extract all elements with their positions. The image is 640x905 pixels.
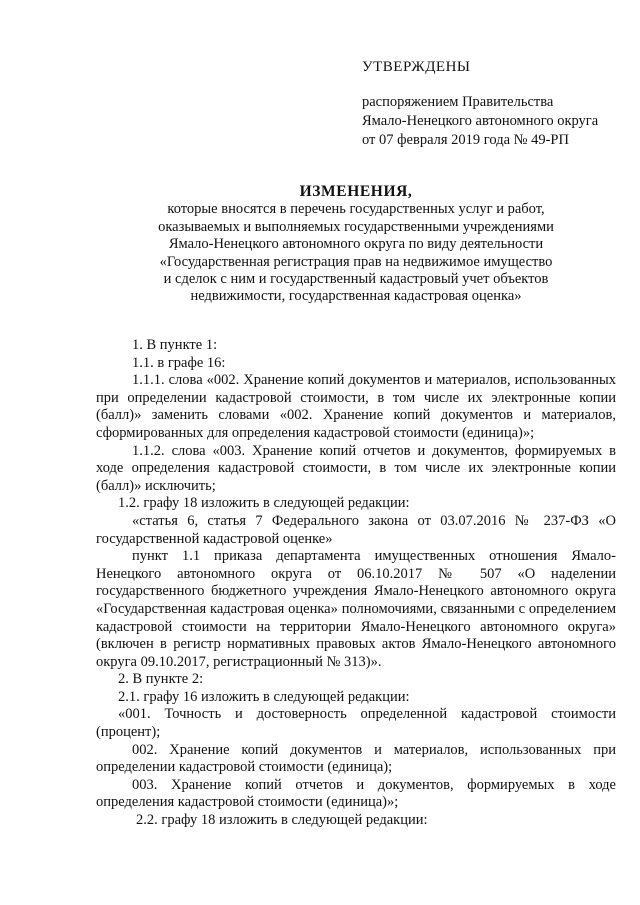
title-subline: Ямало-Ненецкого автономного округа по виду деятельности xyxy=(168,236,544,253)
approval-heading: УТВЕРЖДЕНЫ xyxy=(362,59,471,75)
paragraph-item-001: «001. Точность и достоверность определенной кадастровой стоимости (процент); xyxy=(96,706,616,741)
paragraph-item-002: 002. Хранение копий документов и материалов, использованных при определении кадастровой стоимости (единица); xyxy=(96,741,616,776)
paragraph-1-1-2: 1.1.2. слова «003. Хранение копий отчетов и документов, формируемых в ходе определения кадастровой стоимости, в том числе их электронные копии (балл)» исключить; xyxy=(96,442,616,494)
document-body xyxy=(96,337,616,830)
paragraph-1-2: 1.2. графу 18 изложить в следующей редакции: xyxy=(118,495,410,512)
paragraph-law-reference: «статья 6, статья 7 Федерального закона от 03.07.2016 № 237-ФЗ «О государственной кадастровой оценке» xyxy=(96,512,616,547)
paragraph-1-1-1: 1.1.1. слова «002. Хранение копий документов и материалов, использованных при определении кадастровой стоимости, в том числе их электронные копии (балл)» заменить словами «002. Хранение копий документов и материалов, сформированных для определения кадастровой стоимости (единица)»; xyxy=(96,372,616,441)
title-subline: оказываемых и выполняемых государственными учреждениями xyxy=(158,218,554,235)
paragraph-1-1: 1.1. в графе 16: xyxy=(132,354,226,371)
document-title: ИЗМЕНЕНИЯ, xyxy=(299,183,413,200)
approval-line: от 07 февраля 2019 года № 49-РП xyxy=(362,132,569,148)
paragraph-2: 2. В пункте 2: xyxy=(118,671,204,688)
title-subline: недвижимости, государственная кадастровая оценка» xyxy=(190,288,522,305)
document-title-block xyxy=(96,183,616,306)
approval-line: Ямало-Ненецкого автономного округа xyxy=(362,113,599,129)
approval-line: распоряжением Правительства xyxy=(362,94,554,110)
title-subline: которые вносятся в перечень государственных услуг и работ, xyxy=(167,201,545,218)
paragraph-2-2: 2.2. графу 18 изложить в следующей редакции: xyxy=(136,812,428,829)
paragraph-order-reference: пункт 1.1 приказа департамента имущественных отношения Ямало-Ненецкого автономного округа от 06.10.2017 № 507 «О наделении государственного бюджетного учреждения Ямало-Ненецкого автономного округа «Государственная кадастровая оценка» полномочиями, связанными с определением кадастровой стоимости на территории Ямало-Ненецкого автономного округа» (включен в регистр нормативных правовых актов Ямало-Ненецкого автономного округа 09.10.2017, регистрационный № 313)». xyxy=(96,548,616,670)
title-subline: и сделок с ним и государственный кадастровый учет объектов xyxy=(163,271,549,288)
paragraph-2-1: 2.1. графу 16 изложить в следующей редакции: xyxy=(118,688,410,705)
approval-stamp xyxy=(362,58,612,150)
paragraph-1: 1. В пункте 1: xyxy=(132,337,218,353)
title-subline: «Государственная регистрация прав на недвижимое имущество xyxy=(159,253,553,270)
paragraph-item-003: 003. Хранение копий отчетов и документов, формируемых в ходе определения кадастровой стоимости (единица)»; xyxy=(96,776,616,811)
